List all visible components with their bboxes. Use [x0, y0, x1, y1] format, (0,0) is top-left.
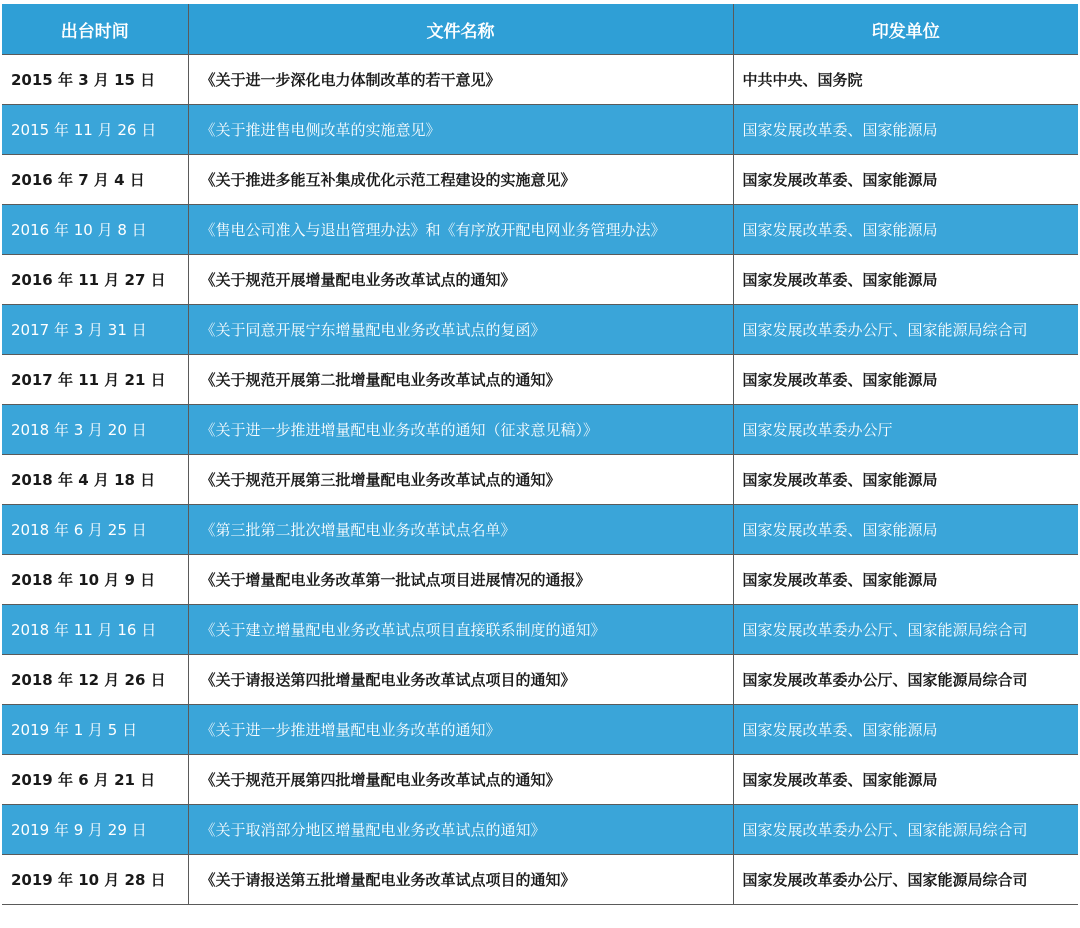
- table-body: [2, 55, 1078, 905]
- table-row: [2, 505, 1078, 555]
- cell-date: 2018 年 3 月 20 日: [2, 405, 188, 455]
- header-document-name: 文件名称: [188, 4, 733, 55]
- table-row: [2, 705, 1078, 755]
- cell-issuer: 国家发展改革委、国家能源局: [733, 205, 1078, 255]
- cell-issuer: 国家发展改革委、国家能源局: [733, 355, 1078, 405]
- cell-name: 《关于进一步推进增量配电业务改革的通知》: [188, 705, 733, 755]
- cell-name: 《关于进一步推进增量配电业务改革的通知（征求意见稿）》: [188, 405, 733, 455]
- cell-name: 《关于取消部分地区增量配电业务改革试点的通知》: [188, 805, 733, 855]
- header-issuer: 印发单位: [733, 4, 1078, 55]
- cell-issuer: 国家发展改革委、国家能源局: [733, 755, 1078, 805]
- table-row: [2, 655, 1078, 705]
- table-row: [2, 605, 1078, 655]
- policy-documents-table: [2, 4, 1078, 905]
- table-row: [2, 205, 1078, 255]
- table-row: [2, 255, 1078, 305]
- table-row: [2, 55, 1078, 105]
- cell-issuer: 国家发展改革委办公厅、国家能源局综合司: [733, 805, 1078, 855]
- cell-date: 2015 年 11 月 26 日: [2, 105, 188, 155]
- header-row: [2, 4, 1078, 55]
- header-date: 出台时间: [2, 4, 188, 55]
- cell-date: 2015 年 3 月 15 日: [2, 55, 188, 105]
- cell-issuer: 国家发展改革委办公厅、国家能源局综合司: [733, 855, 1078, 905]
- cell-date: 2018 年 10 月 9 日: [2, 555, 188, 605]
- cell-date: 2019 年 6 月 21 日: [2, 755, 188, 805]
- cell-name: 《第三批第二批次增量配电业务改革试点名单》: [188, 505, 733, 555]
- cell-date: 2016 年 7 月 4 日: [2, 155, 188, 205]
- cell-issuer: 国家发展改革委办公厅、国家能源局综合司: [733, 305, 1078, 355]
- cell-name: 《关于建立增量配电业务改革试点项目直接联系制度的通知》: [188, 605, 733, 655]
- cell-issuer: 国家发展改革委、国家能源局: [733, 255, 1078, 305]
- cell-issuer: 国家发展改革委办公厅、国家能源局综合司: [733, 655, 1078, 705]
- table-row: [2, 455, 1078, 505]
- cell-issuer: 国家发展改革委、国家能源局: [733, 455, 1078, 505]
- table-row: [2, 405, 1078, 455]
- cell-name: 《关于请报送第五批增量配电业务改革试点项目的通知》: [188, 855, 733, 905]
- cell-name: 《关于规范开展第四批增量配电业务改革试点的通知》: [188, 755, 733, 805]
- cell-name: 《关于规范开展第二批增量配电业务改革试点的通知》: [188, 355, 733, 405]
- table-row: [2, 755, 1078, 805]
- cell-date: 2019 年 10 月 28 日: [2, 855, 188, 905]
- table-row: [2, 155, 1078, 205]
- cell-issuer: 国家发展改革委办公厅、国家能源局综合司: [733, 605, 1078, 655]
- cell-name: 《关于推进售电侧改革的实施意见》: [188, 105, 733, 155]
- cell-date: 2018 年 12 月 26 日: [2, 655, 188, 705]
- cell-name: 《关于进一步深化电力体制改革的若干意见》: [188, 55, 733, 105]
- cell-name: 《售电公司准入与退出管理办法》和《有序放开配电网业务管理办法》: [188, 205, 733, 255]
- table-row: [2, 105, 1078, 155]
- cell-issuer: 国家发展改革委、国家能源局: [733, 555, 1078, 605]
- table-row: [2, 305, 1078, 355]
- cell-issuer: 国家发展改革委办公厅: [733, 405, 1078, 455]
- cell-issuer: 国家发展改革委、国家能源局: [733, 155, 1078, 205]
- cell-name: 《关于推进多能互补集成优化示范工程建设的实施意见》: [188, 155, 733, 205]
- cell-name: 《关于规范开展第三批增量配电业务改革试点的通知》: [188, 455, 733, 505]
- cell-date: 2019 年 9 月 29 日: [2, 805, 188, 855]
- cell-date: 2016 年 10 月 8 日: [2, 205, 188, 255]
- cell-issuer: 国家发展改革委、国家能源局: [733, 505, 1078, 555]
- cell-name: 《关于请报送第四批增量配电业务改革试点项目的通知》: [188, 655, 733, 705]
- cell-date: 2017 年 3 月 31 日: [2, 305, 188, 355]
- table-row: [2, 855, 1078, 905]
- cell-name: 《关于增量配电业务改革第一批试点项目进展情况的通报》: [188, 555, 733, 605]
- cell-issuer: 国家发展改革委、国家能源局: [733, 705, 1078, 755]
- cell-name: 《关于同意开展宁东增量配电业务改革试点的复函》: [188, 305, 733, 355]
- cell-name: 《关于规范开展增量配电业务改革试点的通知》: [188, 255, 733, 305]
- table-row: [2, 355, 1078, 405]
- cell-date: 2018 年 6 月 25 日: [2, 505, 188, 555]
- cell-date: 2018 年 11 月 16 日: [2, 605, 188, 655]
- table-header: [2, 4, 1078, 55]
- cell-date: 2018 年 4 月 18 日: [2, 455, 188, 505]
- cell-date: 2019 年 1 月 5 日: [2, 705, 188, 755]
- cell-date: 2016 年 11 月 27 日: [2, 255, 188, 305]
- cell-date: 2017 年 11 月 21 日: [2, 355, 188, 405]
- cell-issuer: 中共中央、国务院: [733, 55, 1078, 105]
- table-row: [2, 555, 1078, 605]
- cell-issuer: 国家发展改革委、国家能源局: [733, 105, 1078, 155]
- table-row: [2, 805, 1078, 855]
